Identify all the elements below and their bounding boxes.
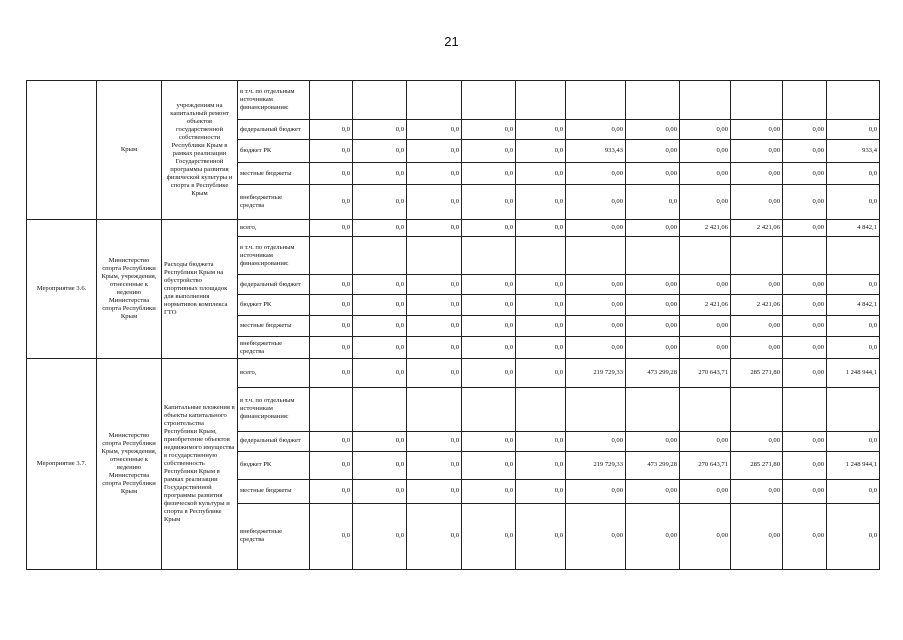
value-cell: 0,0 — [310, 295, 353, 316]
source-label: в т.ч. по отдельным источникам финансирования: — [238, 387, 310, 431]
source-label: внебюджетные средства — [238, 185, 310, 220]
value-cell: 0,00 — [626, 316, 680, 337]
value-cell: 0,0 — [310, 337, 353, 358]
value-cell: 0,00 — [566, 316, 626, 337]
source-label: в т.ч. по отдельным источникам финансирования: — [238, 237, 310, 275]
value-cell: 0,0 — [462, 120, 516, 140]
value-cell: 0,0 — [462, 163, 516, 185]
value-cell: 0,0 — [462, 479, 516, 503]
value-cell: 0,00 — [680, 120, 731, 140]
value-cell: 0,0 — [516, 220, 566, 237]
value-cell: 0,0 — [407, 316, 462, 337]
value-cell: 0,00 — [783, 451, 827, 479]
value-cell: 0,00 — [680, 503, 731, 569]
value-cell: 0,0 — [353, 451, 407, 479]
source-label: в т.ч. по отдельным источникам финансирования: — [238, 81, 310, 120]
value-cell: 0,0 — [310, 431, 353, 451]
value-cell: 0,0 — [462, 140, 516, 163]
value-cell: 0,0 — [516, 503, 566, 569]
value-cell: 0,0 — [827, 185, 880, 220]
value-cell: 0,0 — [516, 337, 566, 358]
value-cell: 0,0 — [516, 140, 566, 163]
value-cell: 0,0 — [516, 295, 566, 316]
value-cell: 0,00 — [626, 163, 680, 185]
value-cell: 2 421,06 — [731, 220, 783, 237]
value-cell: 0,0 — [407, 479, 462, 503]
value-cell: 0,00 — [566, 185, 626, 220]
value-cell: 0,0 — [310, 358, 353, 387]
value-cell: 0,0 — [407, 163, 462, 185]
value-cell: 0,00 — [731, 503, 783, 569]
value-cell: 0,0 — [462, 275, 516, 295]
value-cell: 0,0 — [516, 451, 566, 479]
source-label: внебюджетные средства — [238, 337, 310, 358]
value-cell: 2 421,06 — [731, 295, 783, 316]
value-cell: 0,0 — [516, 431, 566, 451]
source-label: федеральный бюджет — [238, 120, 310, 140]
value-cell: 0,0 — [353, 295, 407, 316]
value-cell: 0,00 — [783, 316, 827, 337]
value-cell: 0,00 — [626, 275, 680, 295]
value-cell: 0,00 — [731, 479, 783, 503]
source-label: внебюджетные средства — [238, 503, 310, 569]
value-cell: 0,0 — [407, 337, 462, 358]
page-number: 21 — [444, 34, 459, 49]
value-cell: 0,0 — [407, 120, 462, 140]
value-cell: 0,0 — [462, 220, 516, 237]
executor-cell: Крым — [97, 81, 162, 220]
value-cell: 0,0 — [407, 275, 462, 295]
value-cell: 0,0 — [462, 295, 516, 316]
value-cell: 0,00 — [731, 120, 783, 140]
value-cell: 0,0 — [516, 479, 566, 503]
value-cell: 0,0 — [353, 316, 407, 337]
value-cell: 0,0 — [407, 503, 462, 569]
value-cell: 0,00 — [783, 358, 827, 387]
value-cell: 0,00 — [626, 337, 680, 358]
value-cell: 0,00 — [783, 431, 827, 451]
value-cell: 0,00 — [566, 295, 626, 316]
source-label: федеральный бюджет — [238, 431, 310, 451]
value-cell: 0,00 — [783, 275, 827, 295]
source-label: местные бюджеты — [238, 316, 310, 337]
value-cell: 0,0 — [353, 503, 407, 569]
measure-cell — [27, 81, 97, 220]
value-cell: 0,0 — [407, 220, 462, 237]
value-cell: 0,00 — [731, 163, 783, 185]
value-cell: 0,00 — [680, 163, 731, 185]
value-cell: 0,00 — [731, 185, 783, 220]
value-cell: 0,00 — [680, 140, 731, 163]
value-cell: 0,0 — [353, 120, 407, 140]
value-cell: 0,00 — [566, 220, 626, 237]
value-cell: 2 421,06 — [680, 295, 731, 316]
value-cell: 0,00 — [783, 220, 827, 237]
value-cell: 0,0 — [310, 316, 353, 337]
value-cell: 0,00 — [680, 479, 731, 503]
value-cell: 0,0 — [353, 275, 407, 295]
value-cell: 4 842,1 — [827, 295, 880, 316]
value-cell: 0,00 — [626, 220, 680, 237]
value-cell: 0,00 — [680, 275, 731, 295]
value-cell: 473 299,28 — [626, 451, 680, 479]
value-cell: 0,00 — [783, 503, 827, 569]
value-cell: 0,0 — [353, 163, 407, 185]
value-cell: 0,0 — [462, 337, 516, 358]
value-cell: 0,00 — [626, 503, 680, 569]
value-cell: 0,0 — [310, 479, 353, 503]
value-cell: 0,0 — [827, 479, 880, 503]
value-cell: 0,0 — [827, 120, 880, 140]
value-cell: 0,0 — [407, 185, 462, 220]
value-cell: 0,0 — [353, 358, 407, 387]
value-cell: 0,0 — [407, 451, 462, 479]
value-cell: 0,00 — [566, 503, 626, 569]
value-cell: 219 729,33 — [566, 358, 626, 387]
value-cell: 0,00 — [783, 140, 827, 163]
value-cell: 0,00 — [731, 431, 783, 451]
description-cell: Капитальные вложения в объекты капитального строительства Республики Крым, приобретение объектов недвижимого имущества в государственную собственность Республики Крым в рамках реализации Государственной программы развития физической культуры и спорта в Республике Крым — [162, 358, 238, 569]
value-cell: 0,00 — [783, 163, 827, 185]
value-cell: 2 421,06 — [680, 220, 731, 237]
value-cell: 0,0 — [462, 358, 516, 387]
value-cell: 0,00 — [783, 185, 827, 220]
value-cell: 270 643,71 — [680, 358, 731, 387]
value-cell: 0,0 — [353, 140, 407, 163]
executor-cell: Министерство спорта Республики Крым, учреждения, отнесенные к ведению Министерства спорта Республики Крым — [97, 358, 162, 569]
value-cell: 285 271,80 — [731, 358, 783, 387]
source-label: местные бюджеты — [238, 479, 310, 503]
value-cell: 0,0 — [310, 503, 353, 569]
block-1 — [27, 81, 880, 220]
value-cell: 0,00 — [626, 140, 680, 163]
value-cell: 0,0 — [310, 185, 353, 220]
value-cell: 0,0 — [310, 163, 353, 185]
value-cell: 0,00 — [626, 431, 680, 451]
value-cell: 0,0 — [353, 431, 407, 451]
value-cell: 933,4 — [827, 140, 880, 163]
value-cell: 0,0 — [462, 451, 516, 479]
value-cell: 0,0 — [310, 220, 353, 237]
value-cell: 0,00 — [626, 120, 680, 140]
value-cell: 0,0 — [626, 185, 680, 220]
value-cell: 0,0 — [462, 503, 516, 569]
value-cell: 473 299,28 — [626, 358, 680, 387]
value-cell: 0,0 — [516, 358, 566, 387]
value-cell: 0,00 — [680, 431, 731, 451]
value-cell: 0,00 — [731, 275, 783, 295]
value-cell: 0,0 — [827, 275, 880, 295]
value-cell: 933,43 — [566, 140, 626, 163]
table-row — [27, 220, 880, 237]
value-cell: 0,00 — [680, 316, 731, 337]
value-cell: 0,0 — [462, 431, 516, 451]
value-cell: 0,0 — [353, 337, 407, 358]
value-cell: 0,0 — [827, 503, 880, 569]
source-label: бюджет РК — [238, 140, 310, 163]
value-cell: 0,0 — [462, 185, 516, 220]
value-cell: 0,00 — [566, 337, 626, 358]
value-cell: 1 248 944,1 — [827, 451, 880, 479]
value-cell: 0,0 — [353, 479, 407, 503]
source-label: всего, — [238, 358, 310, 387]
description-cell: Расходы бюджета Республики Крым на обустройство спортивных площадок для выполнения нормативов комплекса ГТО — [162, 220, 238, 358]
block-3 — [27, 358, 880, 569]
value-cell: 0,0 — [310, 451, 353, 479]
source-label: федеральный бюджет — [238, 275, 310, 295]
block-2 — [27, 220, 880, 358]
value-cell: 0,0 — [310, 140, 353, 163]
value-cell: 0,0 — [407, 431, 462, 451]
value-cell: 0,00 — [566, 431, 626, 451]
value-cell: 0,0 — [462, 316, 516, 337]
value-cell: 0,00 — [731, 316, 783, 337]
value-cell: 0,00 — [680, 185, 731, 220]
value-cell: 0,00 — [680, 337, 731, 358]
value-cell: 0,0 — [353, 220, 407, 237]
value-cell: 1 248 944,1 — [827, 358, 880, 387]
value-cell: 0,00 — [566, 275, 626, 295]
value-cell: 0,0 — [310, 120, 353, 140]
value-cell: 0,0 — [407, 358, 462, 387]
value-cell: 0,00 — [731, 140, 783, 163]
executor-cell: Министерство спорта Республики Крым, учреждения, отнесенные к ведению Министерства спорта Республики Крым — [97, 220, 162, 358]
value-cell: 0,00 — [626, 479, 680, 503]
source-label: бюджет РК — [238, 451, 310, 479]
value-cell: 0,00 — [566, 120, 626, 140]
value-cell: 0,00 — [566, 479, 626, 503]
value-cell: 0,0 — [827, 431, 880, 451]
value-cell: 0,0 — [516, 316, 566, 337]
value-cell: 0,0 — [407, 295, 462, 316]
value-cell: 0,0 — [353, 185, 407, 220]
measure-cell: Мероприятие 3.7. — [27, 358, 97, 569]
value-cell: 0,00 — [783, 295, 827, 316]
value-cell: 270 643,71 — [680, 451, 731, 479]
measure-cell: Мероприятие 3.6. — [27, 220, 97, 358]
budget-table — [26, 80, 880, 570]
value-cell: 0,0 — [827, 163, 880, 185]
value-cell: 0,0 — [827, 316, 880, 337]
value-cell: 219 729,33 — [566, 451, 626, 479]
source-label: бюджет РК — [238, 295, 310, 316]
table-row — [27, 358, 880, 387]
value-cell: 0,00 — [783, 479, 827, 503]
value-cell: 0,00 — [626, 295, 680, 316]
value-cell: 0,0 — [827, 337, 880, 358]
value-cell: 0,0 — [310, 275, 353, 295]
value-cell: 0,00 — [783, 120, 827, 140]
value-cell: 0,00 — [566, 163, 626, 185]
source-label: местные бюджеты — [238, 163, 310, 185]
value-cell: 0,0 — [516, 163, 566, 185]
value-cell: 0,0 — [516, 185, 566, 220]
value-cell: 0,0 — [516, 120, 566, 140]
value-cell: 0,00 — [731, 337, 783, 358]
value-cell: 0,0 — [407, 140, 462, 163]
value-cell: 0,0 — [516, 275, 566, 295]
source-label: всего, — [238, 220, 310, 237]
value-cell: 4 842,1 — [827, 220, 880, 237]
value-cell: 285 271,80 — [731, 451, 783, 479]
value-cell: 0,00 — [783, 337, 827, 358]
description-cell: учреждениям на капитальный ремонт объектов государственной собственности Республики Крым в рамках реализации Государственной программы развития физической культуры и спорта в Республике Крым — [162, 81, 238, 220]
